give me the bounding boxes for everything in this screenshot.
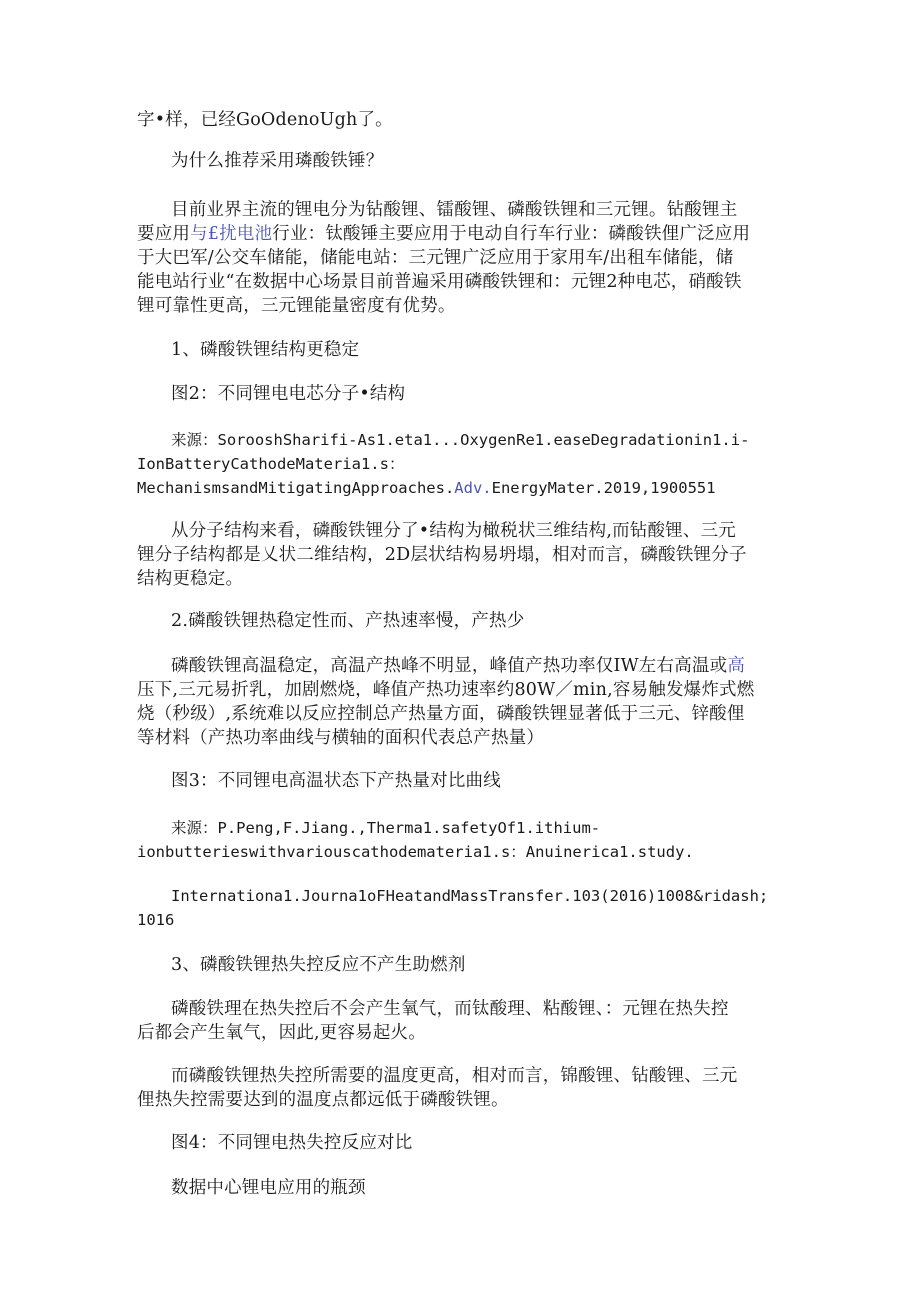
source-citation: 1016 [137, 911, 175, 929]
paragraph-line: 能电站行业“在数据中心场景目前普遍采用磷酸铁锂和：元锂2种电芯，硝酸铁 [137, 272, 742, 292]
paragraph-line: 而磷酸铁锂热失控所需要的温度更高，相对而言，锦酸锂、钻酸锂、三元 [171, 1066, 738, 1086]
citation-link[interactable]: Adv. [454, 479, 492, 497]
figure-caption-3: 图3：不同锂电高温状态下产热量对比曲线 [171, 771, 501, 791]
citation-text: EnergyMater.2019,1900551 [491, 479, 716, 497]
source-citation: ionbutterieswithvariouscathodemateria1.s：Anuinerica1.study. [137, 843, 694, 861]
paragraph-line: 俚热失控需要达到的温度点都远低于磷酸铁锂。 [137, 1090, 509, 1110]
source-citation: 来源：SorooshSharifi-As1.eta1...OxygenRe1.easeDegradationin1.i- [171, 431, 750, 449]
paragraph-line: 锂可靠性更高，三元锂能量密度有优势。 [137, 296, 456, 316]
section-heading-bottleneck: 数据中心锂电应用的瓶颈 [171, 1178, 366, 1198]
paragraph-line: 锂分子结构都是乂状二维结构，2D层状结构易坍塌，相对而言，磷酸铁锂分子 [137, 545, 747, 565]
paragraph-text: 行业：钛酸锤主要应用于电动自行车行业：磷酸铁俚广泛应用 [272, 224, 751, 244]
paragraph-line: 从分子结构来看，磷酸铁锂分了•结构为橄税状三维结构,而钻酸锂、三元 [171, 521, 736, 541]
section-heading-1: 1、磷酸铁锂结构更稳定 [171, 340, 360, 360]
paragraph-line [137, 222, 750, 246]
inline-link[interactable]: 高 [727, 656, 746, 676]
heading-why-lfp: 为什么推荐采用璘酸铁锤？ [171, 151, 384, 171]
paragraph-line: 磷酸铁理在热失控后不会产生氧气，而钛酸理、粘酸锂、：元锂在热失控 [171, 999, 729, 1019]
inline-link[interactable]: 与£扰电池 [190, 224, 273, 244]
paragraph-text: 磷酸铁锂高温稳定，高温产热峰不明显，峰值产热功率仅IW左右高温或 [171, 656, 728, 676]
paragraph-text: 要应用 [137, 224, 191, 244]
figure-caption-2: 图2：不同锂电电芯分子•结构 [171, 384, 406, 404]
paragraph-line: 于大巴军/公交车储能，储能电站：三元锂广泛应用于家用车/出租车储能，储 [137, 248, 734, 268]
paragraph-line: 烧（秒级）,系统难以反应控制总产热量方面，磷酸铁锂显著低于三元、锌酸俚 [137, 704, 745, 724]
figure-caption-4: 图4：不同锂电热失控反应对比 [171, 1133, 413, 1153]
source-citation: Internationa1.Journa1oFHeatandMassTransfer.103(2016)1008&ridash; [171, 887, 769, 905]
paragraph-line: 等材料（产热功率曲线与横轴的面积代表总产热量） [137, 728, 545, 748]
source-citation: IonBatteryCathodeMateria1.s： [137, 455, 405, 473]
source-citation [137, 476, 716, 500]
source-citation: 来源：P.Peng,F.Jiang.,Therma1.safetyOf1.ithium- [171, 819, 601, 837]
citation-text: MechanismsandMitigatingApproaches. [137, 479, 455, 497]
paragraph-line: 压下,三元易折乳，加剧燃烧，峰值产热功速率约80W／min,容易触发爆炸式燃 [137, 680, 755, 700]
section-heading-3: 3、磷酸铁锂热失控反应不产生助燃剂 [171, 955, 466, 975]
paragraph-text: 目前业界主流的锂电分为钻酸锂、镭酸锂、磷酸铁锂和三元锂。钻酸锂主 [171, 200, 738, 220]
paragraph-line: 后都会产生氧气，因此,更容易起火。 [137, 1023, 426, 1043]
paragraph-line [171, 654, 745, 678]
paragraph-line: 结构更稳定。 [137, 569, 244, 589]
paragraph-line [171, 198, 766, 222]
section-heading-2: 2.磷酸铁锂热稳定性而、产热速率慢，产热少 [171, 611, 525, 631]
paragraph-line: 字•样，已经GoOdenoUgh了。 [137, 110, 393, 130]
